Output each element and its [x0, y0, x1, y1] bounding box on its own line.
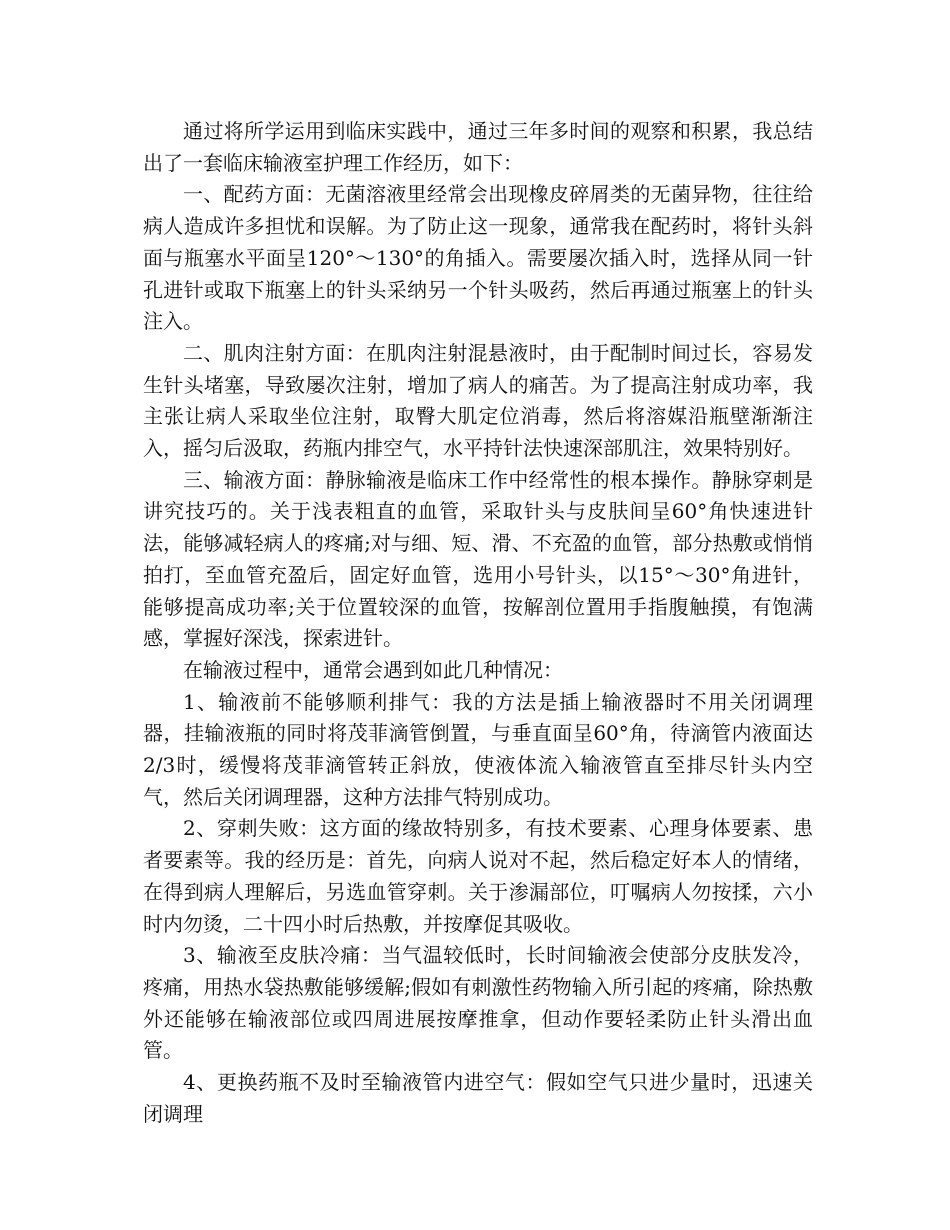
- paragraph-infusion: 三、输液方面：静脉输液是临床工作中经常性的根本操作。静脉穿刺是讲究技巧的。关于浅表粗直的血管，采取针头与皮肤间呈60°角快速进针法，能够减轻病人的疼痛;对与细、短、滑、不充盈的血管，部分热敷或悄悄拍打，至血管充盈后，固定好血管，选用小号针头，以15°～30°角进针，能够提高成功率;关于位置较深的血管，按解剖位置用手指腹触摸，有饱满感，掌握好深浅，探索进针。: [143, 467, 813, 651]
- list-item-air-in-tube: 4、更换药瓶不及时至输液管内进空气：假如空气只进少量时，迅速关闭调理: [143, 1070, 813, 1126]
- list-item-exhaust: 1、输液前不能够顺利排气：我的方法是插上输液器时不用关闭调理器，挂输液瓶的同时将茂菲滴管倒置，与垂直面呈60°角，待滴管内液面达2/3时，缓慢将茂菲滴管转正斜放，使液体流入输液管直至排尽针头内空气，然后关闭调理器，这种方法排气特别成功。: [143, 689, 813, 809]
- list-item-skin-cold-pain: 3、输液至皮肤冷痛：当气温较低时，长时间输液会使部分皮肤发冷，疼痛，用热水袋热敷能够缓解;假如有刺激性药物输入所引起的疼痛，除热敷外还能够在输液部位或四周进展按摩推拿，但动作要轻柔防止针头滑出血管。: [143, 943, 813, 1063]
- intro-paragraph: 通过将所学运用到临床实践中，通过三年多时间的观察和积累，我总结出了一套临床输液室护理工作经历，如下：: [143, 119, 813, 175]
- paragraph-infusion-situations: 在输液过程中，通常会遇到如此几种情况：: [183, 657, 563, 682]
- paragraph-intramuscular-injection: 二、肌肉注射方面：在肌肉注射混悬液时，由于配制时间过长，容易发生针头堵塞，导致屡次注射，增加了病人的痛苦。为了提高注射成功率，我主张让病人采取坐位注射，取臀大肌定位消毒，然后将溶媒沿瓶壁渐渐注入，摇匀后汲取，药瓶内排空气，水平持针法快速深部肌注，效果特别好。: [143, 340, 813, 461]
- document-body: [143, 116, 813, 1131]
- list-item-puncture-failure: 2、穿刺失败：这方面的缘故特别多，有技术要素、心理身体要素、患者要素等。我的经历是：首先，向病人说对不起，然后稳定好本人的情绪，在得到病人理解后，另选血管穿刺。关于渗漏部位，叮嘱病人勿按揉，六小时内勿烫，二十四小时后热敷，并按摩促其吸收。: [143, 816, 813, 936]
- paragraph-dispensing: 一、配药方面：无菌溶液里经常会出现橡皮碎屑类的无菌异物，往往给病人造成许多担忧和误解。为了防止这一现象，通常我在配药时，将针头斜面与瓶塞水平面呈120°～130°的角插入。需要屡次插入时，选择从同一针孔进针或取下瓶塞上的针头采纳另一个针头吸药，然后再通过瓶塞上的针头注入。: [143, 182, 813, 334]
